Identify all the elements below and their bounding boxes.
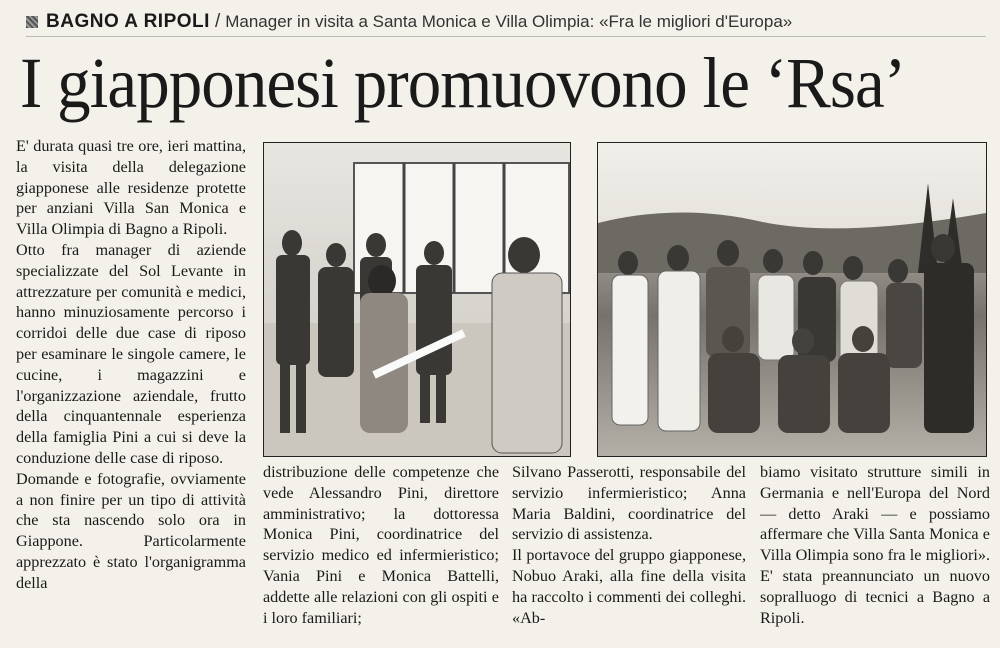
article-header [26,8,986,37]
article-column-3 [512,462,746,648]
article-column-4 [760,462,990,648]
article-column-1 [16,136,246,648]
paragraph: E' durata quasi tre ore, ieri mattina, la visita della delegazione giapponese alle residenze protette per anziani Villa San Monica e Villa Olimpia di Bagno a Ripoli. [16,137,246,239]
article-column-2 [263,462,499,648]
section-marker-icon [26,16,38,28]
photo-ribbon-graphic [264,143,570,456]
paragraph: Domande e fotografie, ovviamente a non finire per un tipo di attività che sta nascendo solo ora in Giappone. Particolarmente apprezzato è stato l'organigramma della [16,469,246,592]
photo-group-portrait [597,142,987,457]
headline: I giapponesi promuovono le ‘Rsa’ [20,43,906,123]
photo-delegation-ribbon [263,142,571,457]
paragraph: Silvano Passerotti, responsabile del servizio infermieristico; Anna Maria Baldini, coordinatrice del servizio di assistenza. [512,463,746,544]
photo-group-graphic [598,143,986,456]
paragraph: biamo visitato strutture simili in Germania e nell'Europa del Nord — detto Araki — e possiamo affermare che Villa Santa Monica e Villa Olimpia sono fra le migliori». E' stata preannunciato un nuovo sopralluogo di tecnici a Bagno a Ripoli. [760,463,990,627]
paragraph: Otto fra manager di aziende specializzate del Sol Levante in attrezzature per comunità e medici, hanno minuziosamente percorso i corridoi delle due case di riposo per esaminare le singole camere, le cucine, i magazzini e l'organizzazione aziendale, frutto della cinquantennale esperienza della famiglia Pini a cui si deve la conduzione delle case di riposo. [16,240,246,467]
section-label: BAGNO A RIPOLI [46,11,210,32]
paragraph: Il portavoce del gruppo giapponese, Nobuo Araki, alla fine della visita ha raccolto i commenti dei colleghi. «Ab- [512,546,746,627]
header-separator: / [214,11,221,32]
paragraph: distribuzione delle competenze che vede Alessandro Pini, direttore amministrativo; la dottoressa Monica Pini, coordinatrice del servizio medico ed infermieristico; Vania Pini e Monica Battelli, addette alle relazioni con gli ospiti e i loro familiari; [263,463,499,627]
header-subtitle: Manager in visita a Santa Monica e Villa Olimpia: «Fra le migliori d'Europa» [225,12,793,31]
